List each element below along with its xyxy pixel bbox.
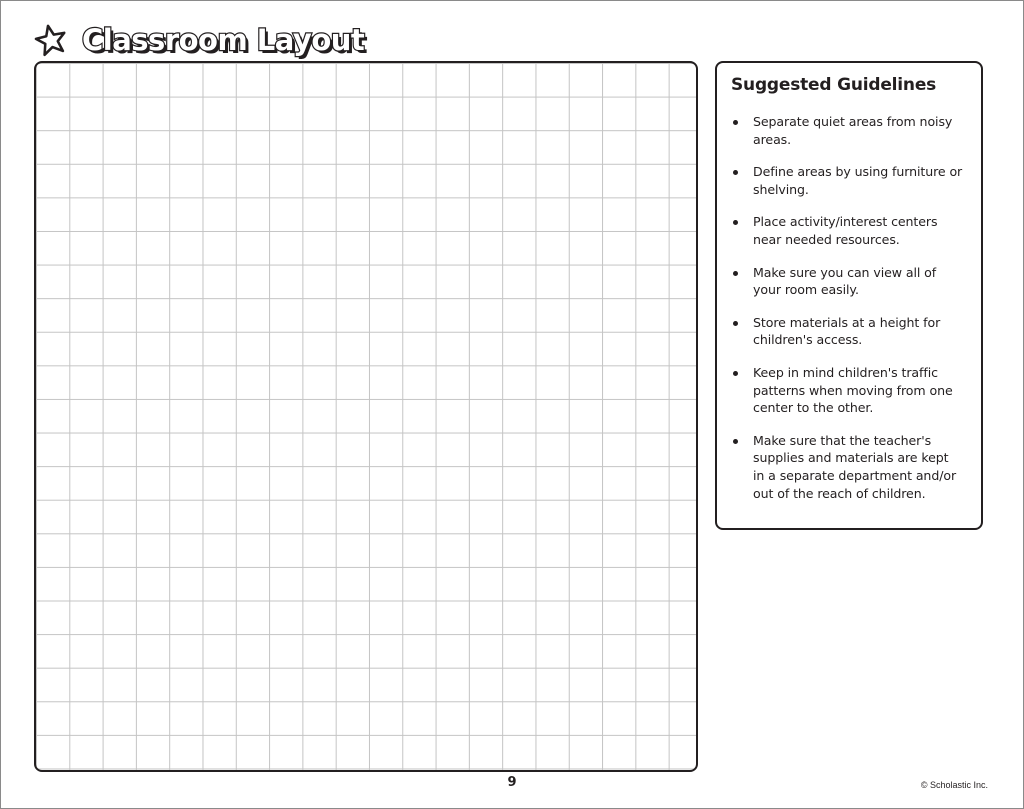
list-item <box>731 314 963 349</box>
list-item <box>731 264 963 299</box>
page-header <box>34 20 364 60</box>
guideline-text: Define areas by using furniture or shelving. <box>753 164 963 197</box>
guidelines-list <box>731 113 963 502</box>
bullet-icon <box>733 439 738 444</box>
guideline-text: Separate quiet areas from noisy areas. <box>753 114 953 147</box>
page-title: Classroom Layout <box>82 22 365 57</box>
copyright-notice: © Scholastic Inc. <box>920 780 988 790</box>
guidelines-box <box>715 61 983 530</box>
guidelines-title: Suggested Guidelines <box>731 75 937 95</box>
list-item <box>731 113 963 148</box>
bullet-icon <box>733 170 738 175</box>
bullet-icon <box>733 220 738 225</box>
page-number: 9 <box>507 775 517 790</box>
list-item <box>731 213 963 248</box>
list-item <box>731 364 963 417</box>
guideline-text: Make sure you can view all of your room easily. <box>753 264 937 298</box>
guideline-text: Place activity/interest centers near needed resources. <box>753 214 938 247</box>
star-icon <box>34 23 68 57</box>
guideline-text: Keep in mind children's traffic patterns when moving from one center to the other. <box>753 364 953 416</box>
bullet-icon <box>733 271 738 276</box>
guideline-text: Make sure that the teacher's supplies and materials are kept in a separate department and/or out of the reach of children. <box>753 432 957 501</box>
bullet-icon <box>733 120 738 125</box>
guideline-text: Store materials at a height for children's access. <box>753 314 941 348</box>
list-item <box>731 432 963 502</box>
layout-grid <box>34 61 698 772</box>
bullet-icon <box>733 321 738 326</box>
bullet-icon <box>733 371 738 376</box>
list-item <box>731 163 963 198</box>
